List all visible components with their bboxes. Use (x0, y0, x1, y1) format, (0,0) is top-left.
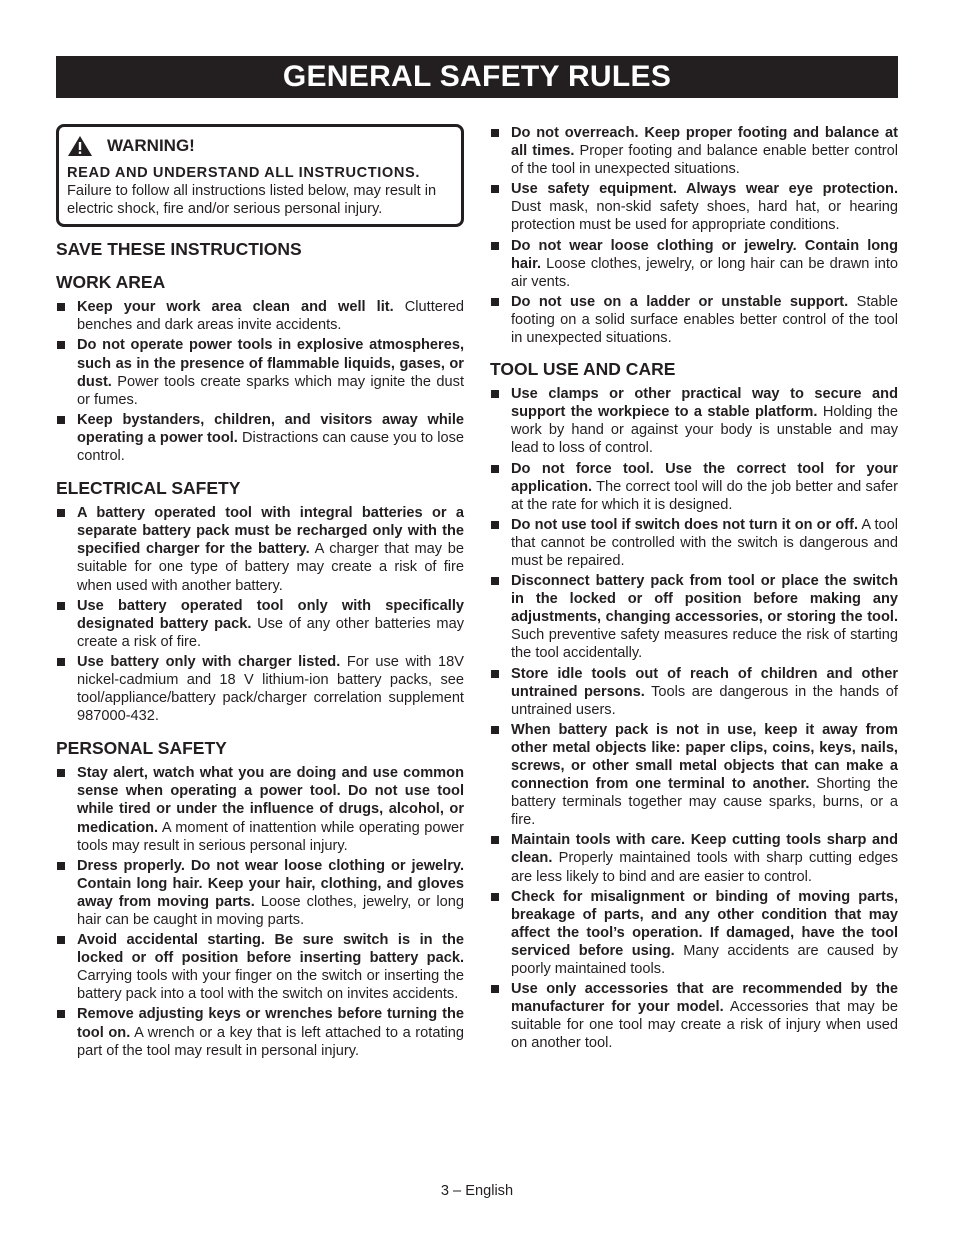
rule-bold-text: Use only accessories that are recommended by the manufacturer for your model. (511, 981, 898, 1016)
rule-item (56, 336, 464, 408)
rule-item (490, 180, 898, 234)
rule-item (56, 597, 464, 651)
rule-item (56, 504, 464, 594)
electrical-safety-heading: ELECTRICAL SAFETY (56, 478, 241, 499)
square-bullet-icon (57, 769, 65, 777)
square-bullet-icon (491, 390, 499, 398)
rule-bold-text: Do not overreach. Keep proper footing and balance at all times. (511, 125, 898, 160)
personal-safety-heading: PERSONAL SAFETY (56, 738, 227, 759)
rule-text: For use with 18V nickel-cadmium and 18 V lithium-ion battery packs, see tool/appliance/battery pack/charger correlation supplement 987000-432. (77, 653, 464, 725)
rule-text: Loose clothes, jewelry, or long hair can be drawn into air vents. (511, 255, 898, 290)
rule-text: Proper footing and balance enable better control of the tool in unexpected situations. (511, 143, 898, 178)
rule-item (490, 831, 898, 885)
rule-text: Properly maintained tools with sharp cutting edges are less likely to bind and are easier to control. (511, 850, 898, 885)
warning-text: Failure to follow all instructions listed below, may result in electric shock, fire and/or serious personal injury. (67, 183, 437, 218)
square-bullet-icon (491, 893, 499, 901)
rule-bold-text: Do not use on a ladder or unstable support. (511, 293, 849, 310)
rule-text: Power tools create sparks which may ignite the dust or fumes. (77, 373, 464, 408)
rule-bold-text: Do not force tool. Use the correct tool for your application. (511, 460, 898, 495)
square-bullet-icon (491, 298, 499, 306)
rule-item (56, 653, 464, 725)
rule-text: Loose clothes, jewelry, or long hair can be caught in moving parts. (77, 893, 464, 928)
rule-text: A charger that may be suitable for one type of battery may create a risk of fire when used with another battery. (77, 541, 464, 594)
electrical-safety-list (56, 504, 464, 725)
rule-text: Tools are dangerous in the hands of untrained users. (511, 683, 898, 718)
rule-text: A moment of inattention while operating power tools may result in serious personal injury. (77, 819, 464, 854)
work-area-heading: WORK AREA (56, 272, 166, 293)
page-title-bar (56, 56, 898, 98)
warning-triangle-icon (67, 135, 93, 157)
square-bullet-icon (57, 862, 65, 870)
rule-text: Dust mask, non-skid safety shoes, hard hat, or hearing protection must be used for appropriate conditions. (511, 199, 898, 234)
rule-text: A wrench or a key that is left attached to a rotating part of the tool may result in personal injury. (77, 1024, 464, 1059)
rule-text: Shorting the battery terminals together may cause sparks, burns, or a fire. (511, 776, 898, 829)
rule-bold-text: Remove adjusting keys or wrenches before turning the tool on. (77, 1006, 464, 1041)
warning-header (67, 135, 453, 157)
rule-item (490, 460, 898, 514)
square-bullet-icon (491, 129, 499, 137)
square-bullet-icon (491, 185, 499, 193)
square-bullet-icon (491, 670, 499, 678)
square-bullet-icon (491, 985, 499, 993)
square-bullet-icon (57, 1010, 65, 1018)
square-bullet-icon (57, 602, 65, 610)
square-bullet-icon (57, 303, 65, 311)
rule-item (490, 888, 898, 978)
rule-bold-text: Store idle tools out of reach of children and other untrained persons. (511, 665, 898, 700)
rule-bold-text: Use clamps or other practical way to secure and support the workpiece to a stable platform. (511, 386, 898, 421)
rule-text: A tool that cannot be controlled with the switch is dangerous and must be repaired. (511, 516, 898, 569)
warning-lead: READ AND UNDERSTAND ALL INSTRUCTIONS. (67, 165, 420, 181)
personal-safety-continued-list (490, 124, 898, 347)
rule-bold-text: Stay alert, watch what you are doing and use common sense when operating a power tool. Do not use tool while tired or under the influence of drugs, alcohol, or medication. (77, 765, 464, 836)
rule-item (56, 764, 464, 854)
rule-bold-text: Use battery only with charger listed. (77, 653, 341, 670)
rule-item (56, 411, 464, 465)
personal-safety-list (56, 764, 464, 1060)
square-bullet-icon (491, 836, 499, 844)
page-title: GENERAL SAFETY RULES (282, 60, 672, 93)
square-bullet-icon (491, 577, 499, 585)
rule-bold-text: Do not wear loose clothing or jewelry. Contain long hair. (511, 237, 898, 272)
rule-bold-text: Avoid accidental starting. Be sure switch is in the locked or off position before inserting battery pack. (77, 932, 464, 967)
rule-item (490, 385, 898, 457)
rule-item (490, 237, 898, 291)
rule-bold-text: Maintain tools with care. Keep cutting tools sharp and clean. (511, 832, 898, 867)
left-column (56, 124, 464, 1062)
rule-text: Accessories that may be suitable for one tool may create a risk of injury when used on another tool. (511, 999, 898, 1052)
rule-bold-text: Do not operate power tools in explosive atmospheres, such as in the presence of flammable liquids, gases, or dust. (77, 337, 464, 390)
rule-bold-text: Use battery operated tool only with specifically designated battery pack. (77, 597, 464, 632)
rule-text: Use of any other batteries may create a risk of fire. (77, 615, 464, 650)
right-column (490, 124, 898, 1055)
rule-item (490, 980, 898, 1052)
tool-use-list (490, 385, 898, 1052)
square-bullet-icon (491, 521, 499, 529)
page-footer: 3 – English (440, 1183, 514, 1199)
rule-bold-text: Check for misalignment or binding of moving parts, breakage of parts, and any other condition that may affect the tool’s operation. If damaged, have the tool serviced before using. (511, 888, 898, 959)
square-bullet-icon (57, 509, 65, 517)
rule-text: Holding the work by hand or against your body is unstable and may lead to loss of control. (511, 404, 898, 457)
rule-bold-text: Dress properly. Do not wear loose clothing or jewelry. Contain long hair. Keep your hair, clothing, and gloves away from moving parts. (77, 857, 464, 910)
square-bullet-icon (491, 242, 499, 250)
rule-bold-text: Disconnect battery pack from tool or place the switch in the locked or off position before making any adjustments, changing accessories, or storing the tool. (511, 573, 898, 626)
square-bullet-icon (57, 341, 65, 349)
rule-item (490, 572, 898, 662)
rule-text: Cluttered benches and dark areas invite accidents. (77, 299, 464, 334)
rule-bold-text: Keep bystanders, children, and visitors away while operating a power tool. (77, 411, 464, 446)
rule-text: Stable footing on a solid surface enables better control of the tool in unexpected situations. (511, 293, 899, 347)
rule-bold-text: Keep your work area clean and well lit. (77, 299, 394, 316)
work-area-list (56, 298, 464, 465)
tool-use-heading: TOOL USE AND CARE (490, 359, 676, 380)
rule-bold-text: A battery operated tool with integral batteries or a separate battery pack must be recharged only with the specified charger for the battery. (77, 505, 464, 558)
rule-item (490, 124, 898, 178)
square-bullet-icon (491, 465, 499, 473)
rule-bold-text: When battery pack is not in use, keep it away from other metal objects like: paper clips, coins, keys, nails, screws, or other small metal objects that can make a connection from one terminal to another. (511, 721, 898, 793)
rule-item (490, 665, 898, 719)
rule-bold-text: Use safety equipment. Always wear eye protection. (511, 181, 898, 198)
square-bullet-icon (57, 936, 65, 944)
rule-item (56, 857, 464, 929)
rule-item (490, 516, 898, 570)
rule-item (490, 721, 898, 830)
rule-item (490, 293, 898, 347)
square-bullet-icon (491, 726, 499, 734)
save-instructions-heading: SAVE THESE INSTRUCTIONS (56, 239, 302, 260)
rule-item (56, 931, 464, 1003)
rule-text: Distractions can cause you to lose control. (77, 429, 464, 465)
rule-text: Such preventive safety measures reduce the risk of starting the tool accidentally. (511, 627, 898, 662)
rule-text: The correct tool will do the job better and safer at the rate for which it is designed. (511, 478, 898, 513)
rule-text: Carrying tools with your finger on the switch or inserting the battery pack into a tool with the switch on invites accidents. (77, 968, 464, 1003)
rule-text: Many accidents are caused by poorly maintained tools. (511, 942, 898, 978)
rule-item (56, 1005, 464, 1059)
rule-bold-text: Do not use tool if switch does not turn it on or off. (511, 516, 859, 533)
warning-box (56, 124, 464, 227)
warning-heading: WARNING! (107, 135, 195, 155)
square-bullet-icon (57, 416, 65, 424)
rule-item (56, 298, 464, 334)
square-bullet-icon (57, 658, 65, 666)
